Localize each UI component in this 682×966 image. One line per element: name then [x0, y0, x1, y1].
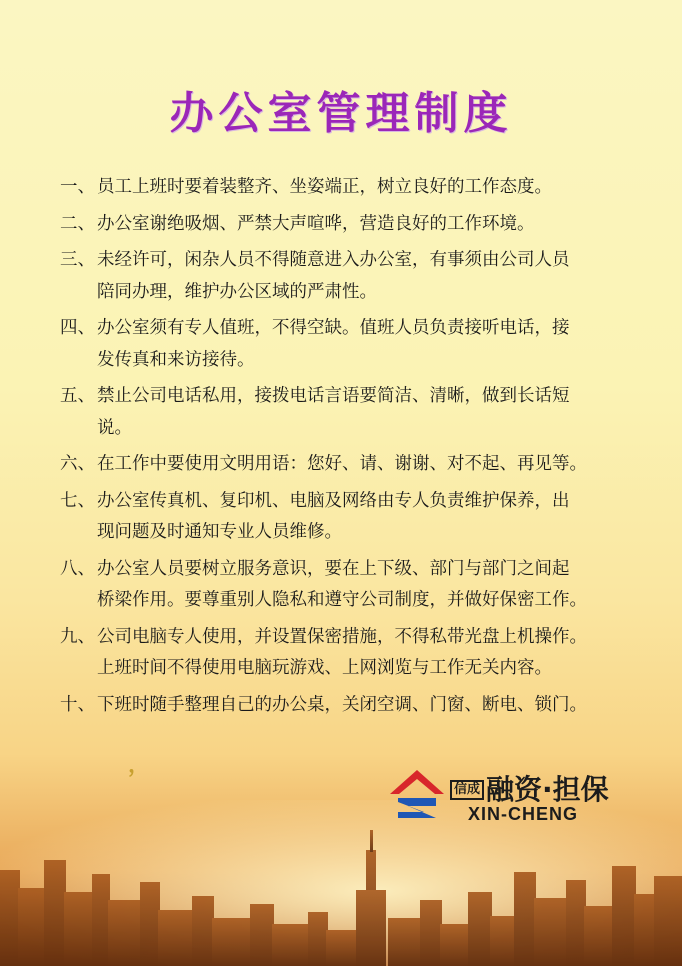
house-logo-icon: [388, 766, 446, 824]
rule-line: 说。: [97, 417, 132, 438]
rule-line: 办公室谢绝吸烟、严禁大声喧哗，营造良好的工作环境。: [97, 213, 535, 234]
rule-item: [60, 622, 640, 685]
rules-list: [60, 172, 640, 726]
rule-text: [97, 172, 640, 204]
rule-line: 发传真和来访接待。: [97, 349, 255, 370]
rule-text: [97, 449, 640, 481]
rule-item: [60, 172, 640, 204]
rule-item: [60, 554, 640, 617]
rule-number: 十、: [60, 694, 95, 715]
rule-number: 四、: [60, 318, 95, 338]
rule-text: [97, 554, 640, 617]
logo-name-en: XIN-CHENG: [468, 804, 579, 824]
rule-line: 下班时随手整理自己的办公桌，关闭空调、门窗、断电、锁门。: [97, 694, 587, 715]
rule-text: [97, 486, 640, 549]
rule-text: [97, 622, 640, 685]
rule-item: [60, 449, 640, 481]
rule-text: [97, 313, 640, 376]
rule-line: 办公室人员要树立服务意识，要在上下级、部门与部门之间起: [97, 558, 570, 579]
rule-line: 现问题及时通知专业人员维修。: [97, 522, 342, 542]
rule-item: [60, 690, 640, 722]
rule-line: 上班时间不得使用电脑玩游戏、上网浏览与工作无关内容。: [97, 658, 552, 678]
rule-item: [60, 245, 640, 308]
rule-line: 员工上班时要着装整齐、坐姿端正，树立良好的工作态度。: [97, 177, 552, 197]
rule-number: 二、: [60, 213, 95, 234]
page-title: 办公室管理制度: [169, 88, 513, 140]
rule-number: 九、: [60, 626, 95, 647]
rule-line: 在工作中要使用文明用语：您好、请、谢谢、对不起、再见等。: [97, 454, 587, 474]
stray-comma: ，: [128, 753, 151, 778]
rule-line: 公司电脑专人使用，并设置保密措施，不得私带光盘上机操作。: [97, 626, 587, 647]
rule-text: [97, 690, 640, 722]
rule-line: 桥梁作用。要尊重别人隐私和遵守公司制度，并做好保密工作。: [97, 590, 587, 610]
rule-text: [97, 381, 640, 444]
rule-line: 禁止公司电话私用，接拨电话言语要简洁、清晰，做到长话短: [97, 386, 570, 406]
rule-number: 七、: [60, 490, 95, 511]
rule-line: 办公室须有专人值班，不得空缺。值班人员负责接听电话，接: [97, 318, 570, 338]
rule-text: [97, 209, 640, 241]
company-logo: [388, 766, 638, 826]
rule-item: [60, 486, 640, 549]
rule-number: 一、: [60, 177, 95, 197]
rule-number: 五、: [60, 386, 95, 406]
rule-item: [60, 381, 640, 444]
rule-number: 八、: [60, 558, 95, 579]
rule-item: [60, 209, 640, 241]
rule-line: 陪同办理，维护办公区域的严肃性。: [97, 281, 377, 302]
rule-line: 未经许可，闲杂人员不得随意进入办公室，有事须由公司人员: [97, 250, 570, 270]
rule-text: [97, 245, 640, 308]
logo-badge: 信成: [450, 780, 484, 800]
logo-name-cn: 融资·担保: [486, 773, 609, 806]
rule-item: [60, 313, 640, 376]
rule-line: 办公室传真机、复印机、电脑及网络由专人负责维护保养，出: [97, 490, 570, 511]
rule-number: 六、: [60, 454, 95, 474]
rule-number: 三、: [60, 250, 95, 270]
logo-chinese-name: [450, 768, 609, 808]
